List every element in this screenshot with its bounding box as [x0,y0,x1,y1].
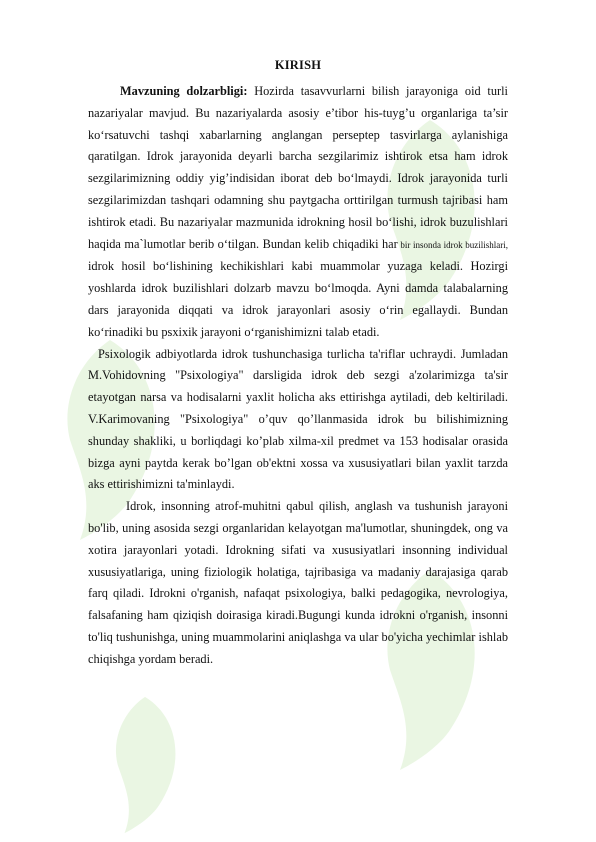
paragraph-definitions: Psixologik adbiyotlarda idrok tushunchasiga turlicha ta'riflar uchraydi. Jumladan M.Vohidovning "Psixologiya" darsligida idrok deb sezgi a'zolarimizga ta'sir etayotgan narsa va hodisalarni yaxlit holicha aks ettirishga aytiladi, deb keltiriladi. V.Karimovaning "Psixologiya" o’quv qo’llanmasida idrok bu bilishimizning shunday shakliki, u borliqdagi ko’plab xilma-xil predmet va 153 hodisalar orasida bizga ayni paytda kerak bo’lgan ob'ektni xossa va xususiyatlari bilan yaxlit tarzda aks ettirishimizni ta'minlaydi. [88,346,508,492]
small-text-fragment: bir insonda idrok buzilishlari, [397,239,508,250]
document-body [88,58,508,671]
relevance-heading: Mavzuning dolzarbligi: [120,84,248,98]
leaf-watermark-icon [90,690,200,840]
paragraph-relevance [88,81,508,344]
paragraph-text: idrok hosil bo‘lishining kechikishlari kabi muammolar yuzaga keladi. Hozirgi yoshlarda idrok buzilishlari dolzarb mavzu bo‘lmoqda. Ayni damda talabalarning dars jarayonida diqqati va idrok jarayonlari asosiy o‘rin egallaydi. Bundan ko‘rinadiki bu psxixik jarayoni o‘rganishimizni talab etadi. [88,259,508,339]
paragraph-text: Hozirda tasavvurlarni bilish jarayoniga oid turli nazariyalar mavjud. Bu nazariyalarda asosiy e’tibor his-tuyg’u organlariga ta’sir ko‘rsatuvchi tashqi xabarlarning anglangan perseptep tasvirlarga aylanishiga qaratilgan. Idrok jarayonida deyarli barcha sezgilarimiz ishtirok etsa ham idrok sezgilarimizning oddiy yig’indisidan iborat deb bo‘lmaydi. Idrok jarayonida turli sezgilarimizdan tashqari odamning shu paytgacha orttirilgan turmush tajribasi ham ishtirok etadi. Bu nazariyalar mazmunida idrokning hosil bo‘lishi, idrok buzulishlari haqida ma`lumotlar berib o‘tilgan. Bundan kelib chiqadiki har [88,84,508,251]
paragraph-perception: Idrok, insonning atrof-muhitni qabul qilish, anglash va tushunish jarayoni bo'lib, uning asosida sezgi organlaridan kelayotgan ma'lumotlar, shuningdek, ong va xotira jarayonlari yotadi. Idrokning sifati va xususiyatlari insonning individual xususiyatlariga, uning fiziologik holatiga, tajribasiga va madaniy darajasiga qarab farq qiladi. Idrokni o'rganish, nafaqat psixologiya, balki pedagogika, nevrologiya, falsafaning ham qiziqish doirasiga kiradi.Bugungi kunda idrokni o'rganish, insonni to'liq tushunishga, uning muammolarini aniqlashga va ular bo'yicha yechimlar ishlab chiqishga yordam beradi. [88,499,508,666]
page-title: KIRISH [274,58,322,72]
